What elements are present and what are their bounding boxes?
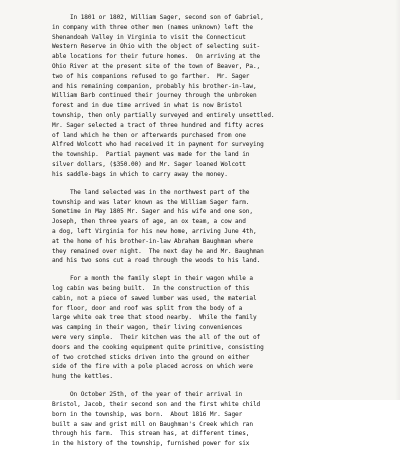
text-line: built a saw and grist mill on Baughman's Creek which ran xyxy=(52,420,253,428)
text-line: forest and in due time arrived in what is now Bristol xyxy=(52,102,243,110)
paragraph-2 xyxy=(52,188,382,266)
paragraph-gap xyxy=(52,266,382,274)
text-line: doors and the cooking equipment quite primitive, consisting xyxy=(52,343,264,351)
paragraph-1 xyxy=(52,13,382,180)
text-line: the township. Partial payment was made for the land in xyxy=(52,151,250,159)
text-line: and his remaining companion, probably his brother-in-law, xyxy=(52,82,257,90)
paper-edge-shadow xyxy=(395,0,400,400)
text-line: in company with three other men (names unknown) left the xyxy=(52,23,253,31)
text-line: Mr. Sager selected a tract of three hundred and fifty acres xyxy=(52,121,264,129)
text-line: Bristol, Jacob, their second son and the first white child xyxy=(52,401,261,409)
text-line: hung the kettles. xyxy=(52,373,114,381)
text-line: In 1801 or 1802, William Sager, second son of Gabriel, xyxy=(52,14,264,21)
text-line: was camping in their wagon, their living conveniences xyxy=(52,324,243,332)
text-line: township and was later known as the William Sager farm. xyxy=(52,198,250,206)
text-line: Western Reserve in Ohio with the object of selecting suit- xyxy=(52,43,261,51)
text-line: Sometime in May 1805 Mr. Sager and his wife and one son, xyxy=(52,208,253,216)
text-line: for floor, door and roof was split from the body of a xyxy=(52,304,243,312)
text-line: Joseph, then three years of age, an ox team, a cow and xyxy=(52,218,246,226)
text-line: of land which he then or afterwards purchased from one xyxy=(52,131,246,139)
text-line: Alfred Wolcott who had received it in payment for surveying xyxy=(52,141,264,149)
text-line: two of his companions refused to go farther. Mr. Sager xyxy=(52,72,250,80)
text-line: at the home of his brother-in-law Abraham Baughman where xyxy=(52,237,253,245)
text-line: able locations for their future homes. On arriving at the xyxy=(52,53,261,61)
paragraph-3 xyxy=(52,274,382,382)
text-line: Shenandoah Valley in Virginia to visit the Connecticut xyxy=(52,33,246,41)
text-line: On October 25th, of the year of their arrival in xyxy=(52,391,243,399)
paragraph-gap xyxy=(52,180,382,188)
text-line: and his two sons cut a road through the woods to his land. xyxy=(52,257,261,265)
text-line: For a month the family slept in their wagon while a xyxy=(52,275,253,283)
text-line: large white oak tree that stood nearby. While the family xyxy=(52,314,257,322)
document-body xyxy=(52,13,382,449)
text-line: through his farm. This stream has, at different times, xyxy=(52,430,250,438)
text-line: in the history of the township, furnished power for six xyxy=(52,440,250,448)
text-line: William Barb continued their journey through the unbroken xyxy=(52,92,257,100)
text-line: Ohio River at the present site of the town of Beaver, Pa., xyxy=(52,62,261,70)
text-line: cabin, not a piece of sawed lumber was used, the material xyxy=(52,294,257,302)
text-line: a dog, left Virginia for his new home, arriving June 4th, xyxy=(52,227,257,235)
paragraph-4 xyxy=(52,390,382,449)
text-line: The land selected was in the northwest part of the xyxy=(52,188,250,196)
text-line: were very simple. Their kitchen was the all of the out of xyxy=(52,334,261,342)
paragraph-gap xyxy=(52,382,382,390)
text-line: log cabin was being built. In the construction of this xyxy=(52,285,250,293)
text-line: silver dollars, ($350.00) and Mr. Sager loaned Wolcott xyxy=(52,160,246,168)
text-line: born in the township, was born. About 1816 Mr. Sager xyxy=(52,410,243,418)
text-line: side of the fire with a pole placed across on which were xyxy=(52,363,253,371)
text-line: of two crotched sticks driven into the ground on either xyxy=(52,353,250,361)
text-line: they remained over night. The next day he and Mr. Baughman xyxy=(52,247,264,255)
text-line: his saddle-bags in which to carry away the money. xyxy=(52,170,228,178)
text-line: township, then only partially surveyed and entirely unsettled. xyxy=(52,111,275,119)
